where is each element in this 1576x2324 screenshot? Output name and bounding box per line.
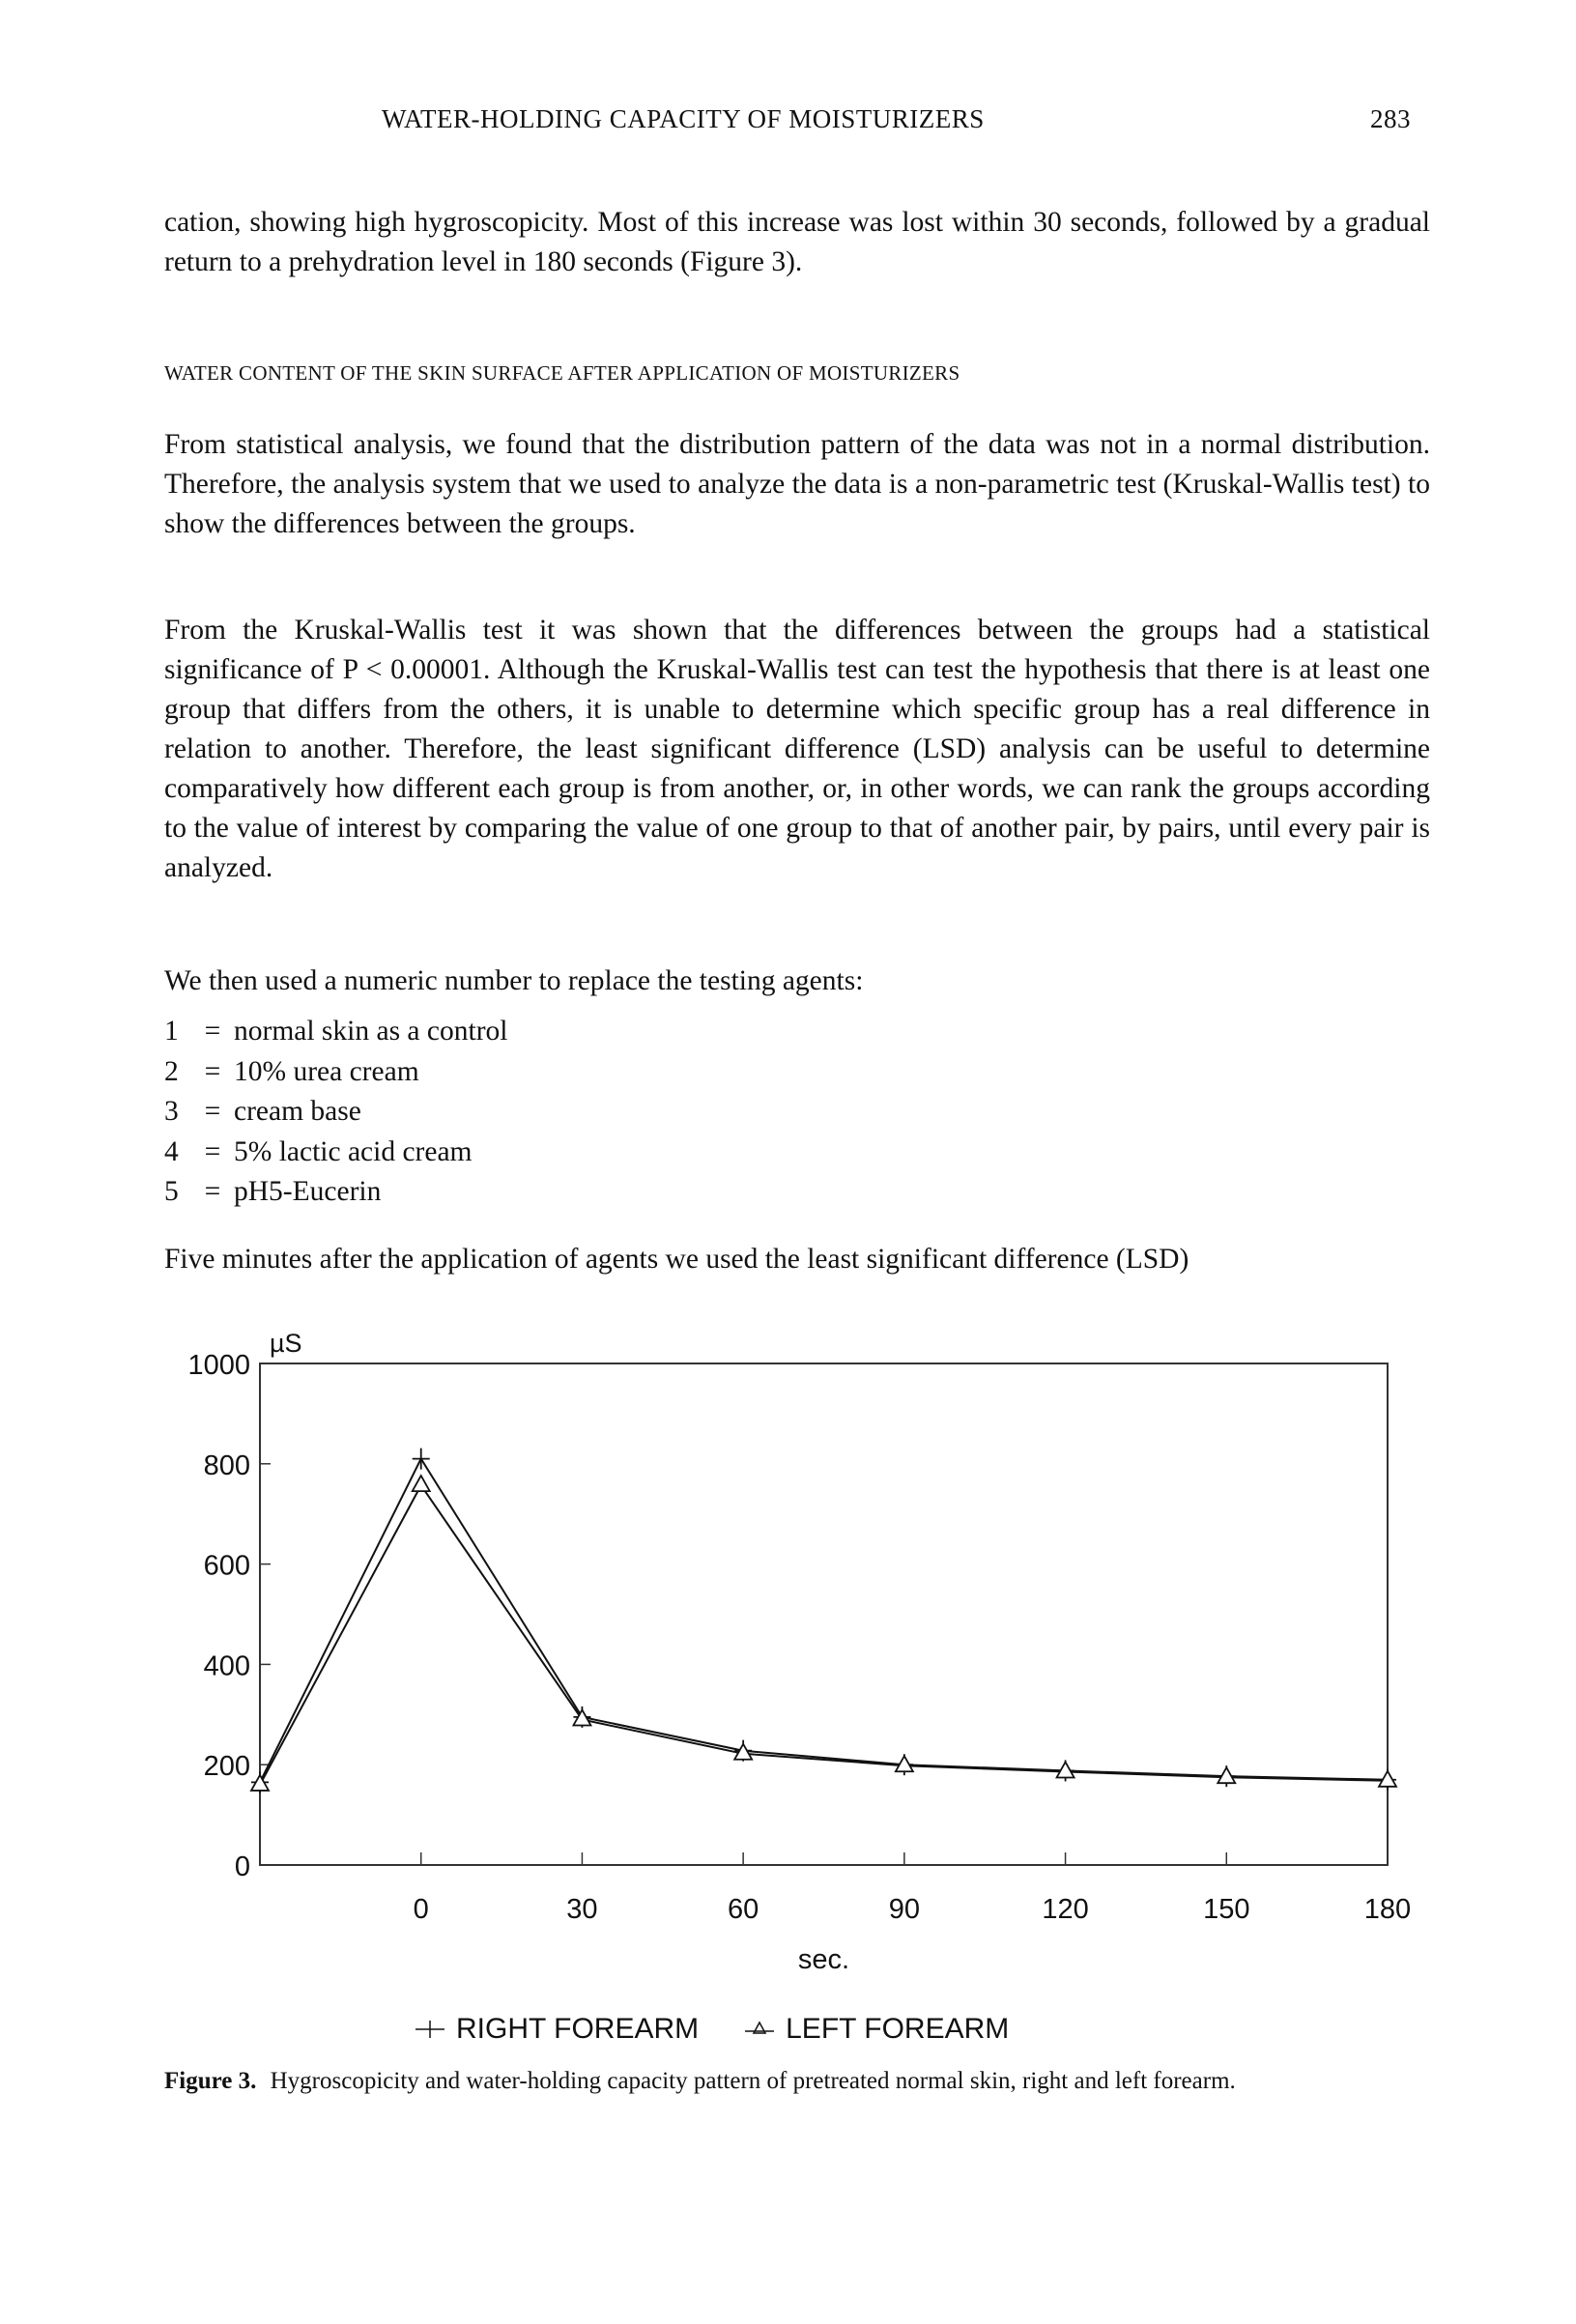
paragraph-numeric-agents: We then used a numeric number to replace the testing agents: — [164, 965, 864, 996]
equals-sign: = — [204, 1096, 221, 1127]
triangle-marker — [573, 1709, 590, 1725]
page-number: 283 — [1370, 104, 1411, 133]
series-line-right-forearm — [260, 1459, 1388, 1783]
x-tick-label: 30 — [566, 1894, 598, 1925]
triangle-marker — [1218, 1767, 1235, 1783]
legend-item-right-forearm — [415, 2013, 699, 2046]
agent-number: 3 — [164, 1096, 179, 1127]
plus-marker — [413, 1449, 430, 1470]
equals-sign: = — [204, 1176, 221, 1207]
triangle-marker — [1379, 1771, 1396, 1787]
marker-layer — [251, 1449, 1396, 1793]
equals-sign: = — [204, 1135, 221, 1167]
legend-item-left-forearm — [745, 2013, 1009, 2046]
y-tick-label: 200 — [203, 1751, 250, 1783]
x-tick-label: 0 — [413, 1894, 429, 1925]
series-line-left-forearm — [260, 1485, 1388, 1785]
x-tick-label: 90 — [888, 1894, 920, 1925]
triangle-marker-icon — [745, 2018, 774, 2041]
x-tick-label: 150 — [1203, 1894, 1250, 1925]
y-tick-label: 1000 — [187, 1350, 250, 1381]
caption-text: Hygroscopicity and water-holding capacity pattern of pretreated normal skin, right and left forearm. — [270, 2068, 1236, 2094]
x-tick-label: 60 — [728, 1894, 759, 1925]
agent-label: pH5-Eucerin — [234, 1176, 382, 1207]
agent-item — [164, 1052, 507, 1093]
agent-item — [164, 1133, 507, 1173]
triangle-marker — [734, 1744, 752, 1760]
plus-marker — [896, 1754, 913, 1775]
agent-item — [164, 1012, 507, 1052]
legend-label: RIGHT FOREARM — [456, 2013, 700, 2045]
paragraph-lsd: Five minutes after the application of agents we used the least significant difference (LSD) — [164, 1244, 1189, 1275]
plus-marker — [1057, 1760, 1075, 1781]
axes — [187, 1329, 1411, 1975]
legend-label: LEFT FOREARM — [786, 2013, 1010, 2045]
plus-marker — [573, 1707, 590, 1728]
plus-marker — [1218, 1765, 1235, 1787]
y-tick-label: 0 — [234, 1851, 250, 1882]
x-axis-label: sec. — [797, 1944, 850, 1975]
y-tick-label: 800 — [203, 1449, 250, 1481]
agent-item — [164, 1092, 507, 1133]
triangle-marker — [251, 1775, 269, 1791]
y-tick-label: 400 — [203, 1650, 250, 1682]
plus-marker — [251, 1771, 269, 1793]
y-tick-label: 600 — [203, 1550, 250, 1582]
paragraph-kruskal-wallis: From the Kruskal-Wallis test it was shown that the differences between the groups had a statistical significance of P < 0.00001. Although the Kruskal-Wallis test can test the hypothesis that there is at least one group that differs from the others, it is unable to determine which specific group has a real difference in relation to another. Therefore, the least significant difference (LSD) analysis can be useful to determine comparatively how different each group is from another, or, in other words, we can rank the groups according to the value of interest by comparing the value of one group to that of another pair, by pairs, until every pair is analyzed. — [164, 615, 1430, 883]
agent-number: 2 — [164, 1055, 179, 1087]
x-tick-label: 120 — [1042, 1894, 1089, 1925]
chart-legend — [415, 2013, 1055, 2046]
running-head-title: WATER-HOLDING CAPACITY OF MOISTURIZERS — [382, 104, 985, 133]
triangle-marker — [413, 1476, 430, 1491]
agent-label: normal skin as a control — [234, 1016, 508, 1047]
agent-number: 5 — [164, 1176, 179, 1207]
triangle-marker — [896, 1756, 913, 1771]
equals-sign: = — [204, 1016, 221, 1047]
triangle-marker — [1057, 1762, 1075, 1777]
plot-frame — [260, 1363, 1388, 1865]
paragraph-continuation: cation, showing high hygroscopicity. Most of this increase was lost within 30 seconds, followed by a gradual return to a prehydration level in 180 seconds (Figure 3). — [164, 207, 1430, 277]
figure-label: Figure 3. — [164, 2068, 257, 2094]
paragraph-statistical-analysis: From statistical analysis, we found that the distribution pattern of the data was not in a normal distribution. Therefore, the analysis system that we used to analyze the data is a non-parametric test (Kruskal-Wallis test) to show the differences between the groups. — [164, 429, 1430, 539]
agent-label: 5% lactic acid cream — [234, 1135, 473, 1167]
plus-marker — [734, 1740, 752, 1762]
figure-caption — [164, 2065, 1430, 2098]
agent-number: 4 — [164, 1135, 179, 1167]
x-tick-label: 180 — [1363, 1894, 1412, 1925]
equals-sign: = — [204, 1055, 221, 1087]
plus-marker-icon — [415, 2018, 444, 2041]
series-layer — [260, 1459, 1388, 1785]
agent-list — [164, 1012, 507, 1213]
agent-label: 10% urea cream — [234, 1055, 419, 1087]
agent-number: 1 — [164, 1016, 179, 1047]
agent-label: cream base — [234, 1096, 361, 1127]
y-axis-unit-label: µS — [270, 1329, 302, 1358]
section-heading: WATER CONTENT OF THE SKIN SURFACE AFTER APPLICATION OF MOISTURIZERS — [164, 361, 960, 385]
plus-marker — [1379, 1769, 1396, 1791]
agent-item — [164, 1172, 507, 1213]
